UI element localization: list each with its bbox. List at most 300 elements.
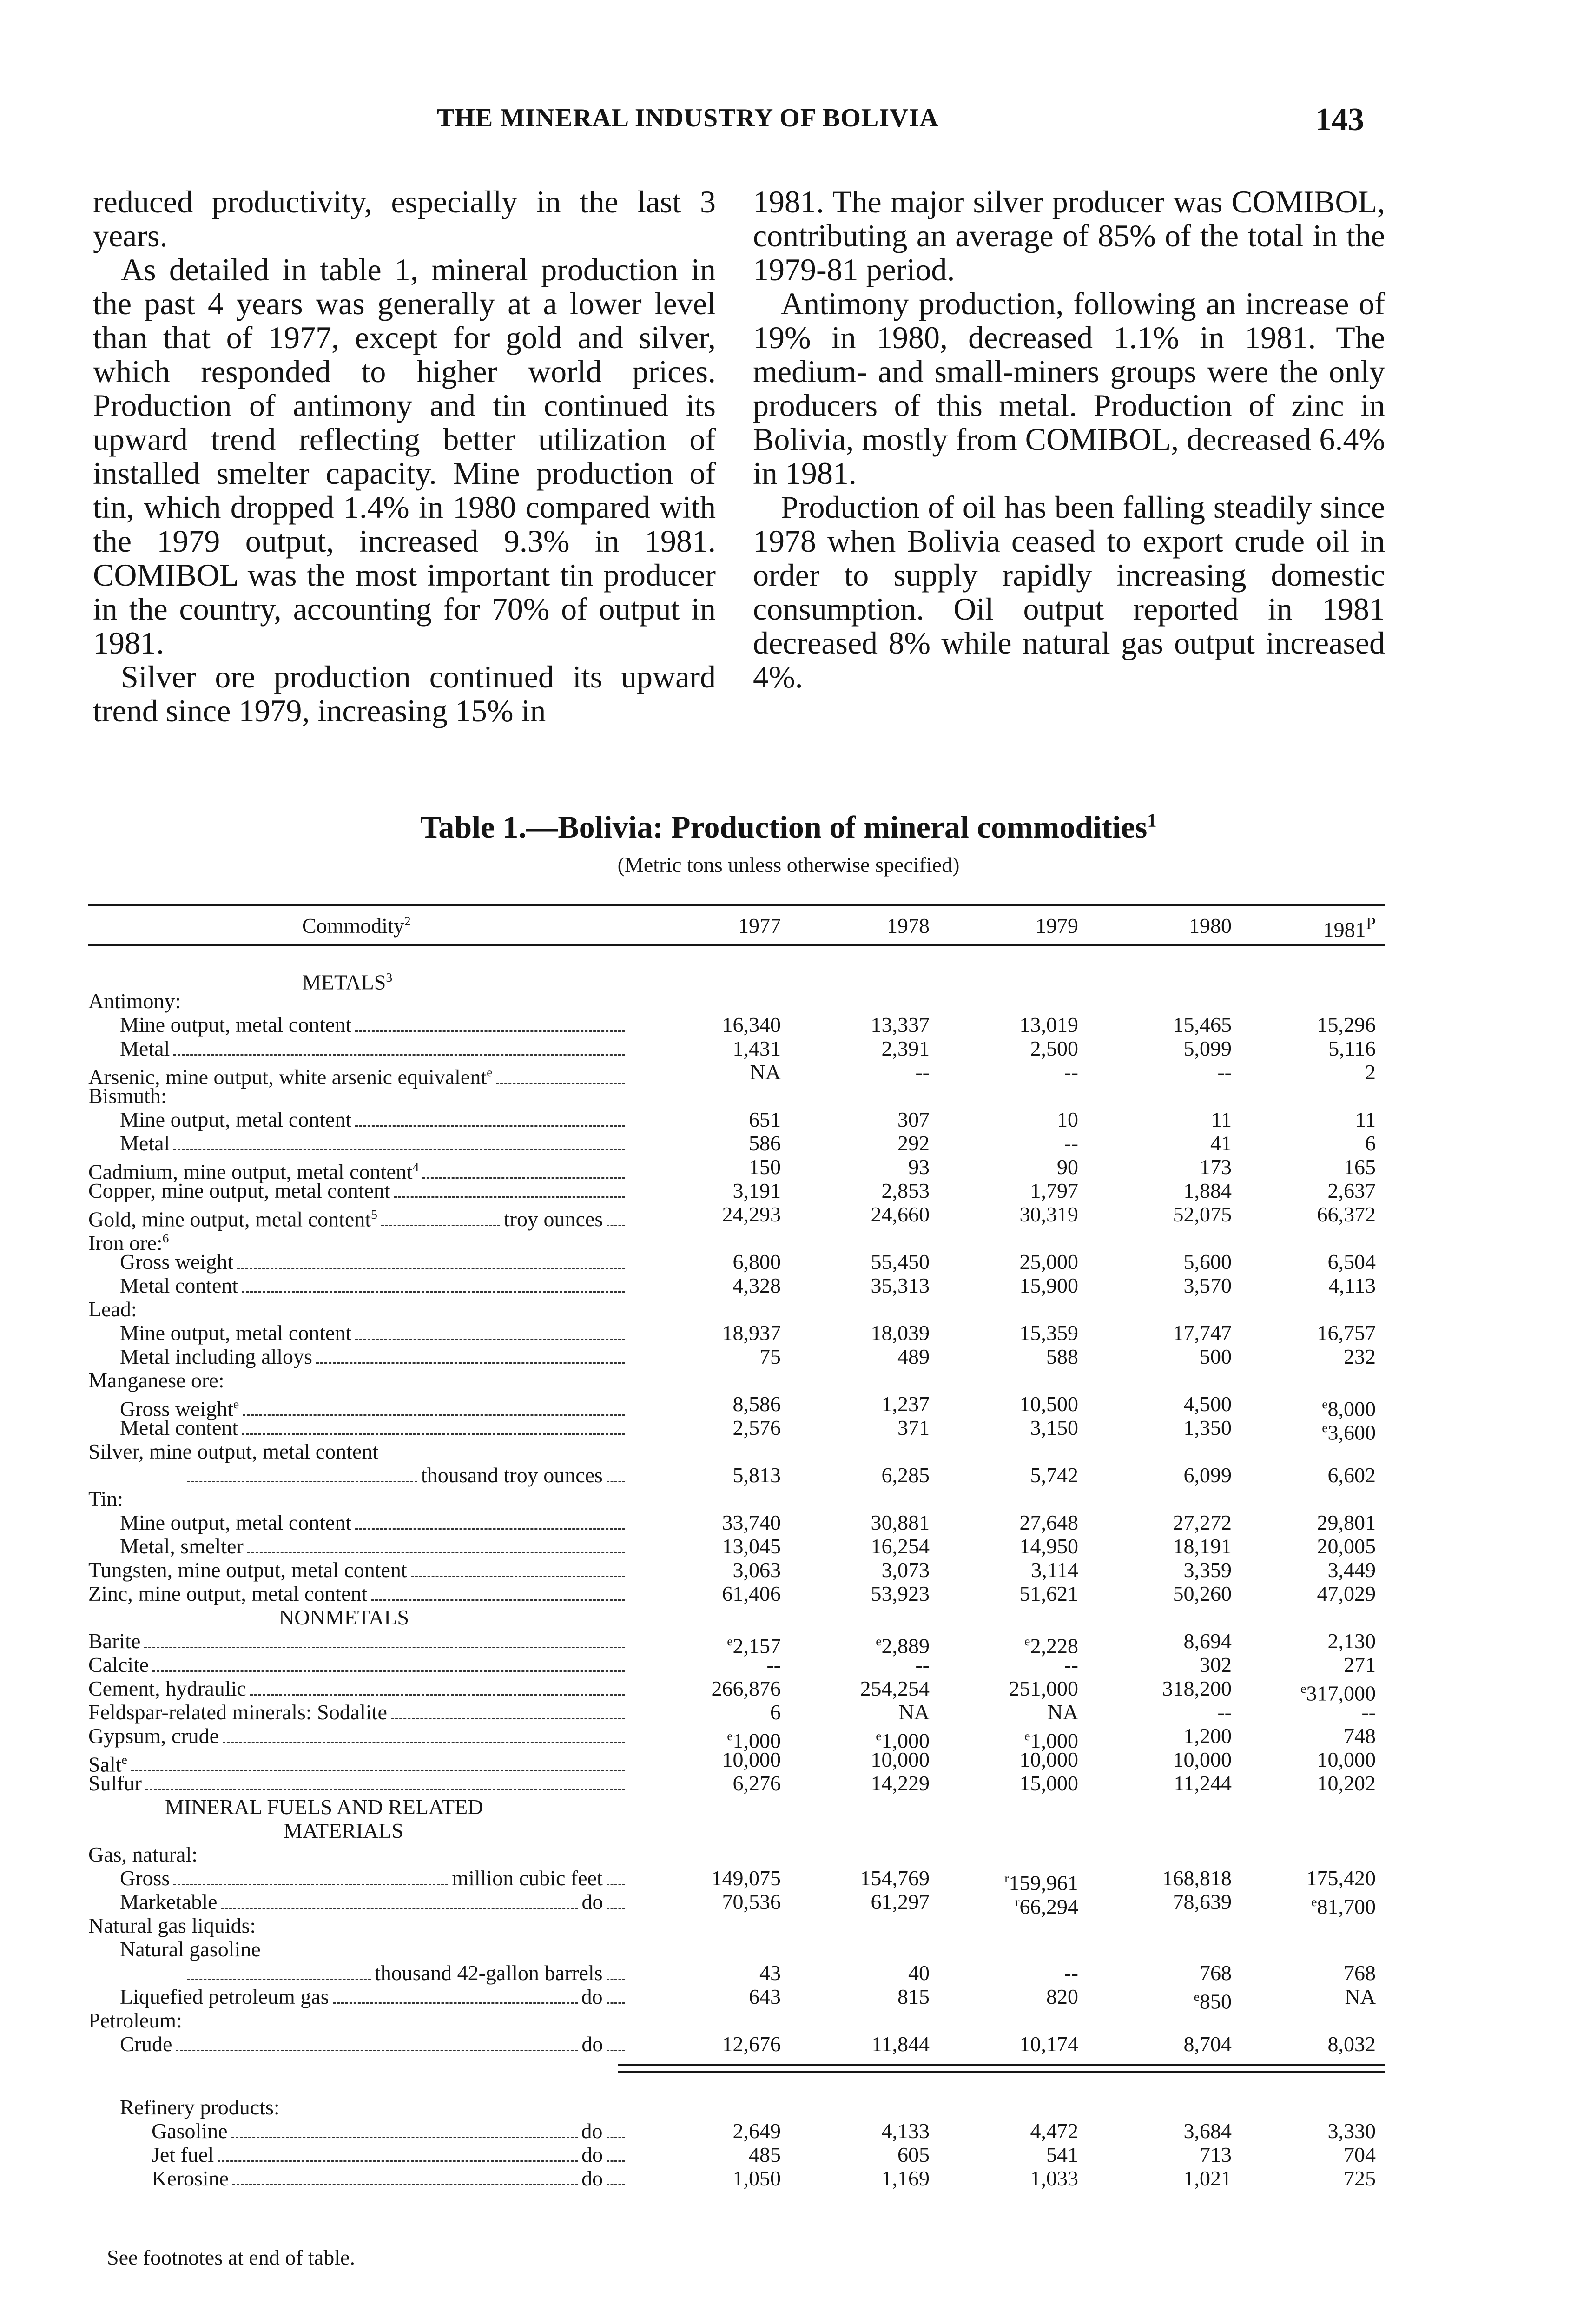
table-cell: 748: [1344, 1724, 1376, 1748]
table-cell: 251,000: [1009, 1677, 1078, 1700]
dot-leader: [152, 1670, 625, 1672]
dot-leader: [247, 1552, 625, 1553]
row-label: Gross weight: [120, 1250, 625, 1274]
dot-leader: [394, 1196, 625, 1198]
table-cell: 61,297: [871, 1890, 930, 1914]
table-row: [0, 1463, 1577, 1487]
row-label: Metal including alloys: [120, 1345, 625, 1368]
row-label: Crude do: [120, 2032, 625, 2056]
table-row: [0, 1179, 1577, 1202]
table-cell: 768: [1344, 1961, 1376, 1985]
value: 81,700: [1317, 1895, 1376, 1919]
table-cell: --: [915, 1653, 930, 1677]
table-cell: 1,050: [732, 2166, 781, 2190]
table-cell: 12,676: [722, 2032, 781, 2056]
value-note: e: [1322, 1420, 1328, 1435]
table-cell: 1,021: [1183, 2166, 1232, 2190]
value: 3,600: [1327, 1420, 1376, 1445]
table-cell: 18,191: [1173, 1534, 1232, 1558]
table-spacer: [0, 2056, 1577, 2095]
page-number: 143: [1315, 102, 1364, 138]
row-label: Kerosine do: [152, 2166, 625, 2190]
table-cell: 3,191: [732, 1179, 781, 1202]
paragraph: Production of oil has been falling steadily since 1978 when Bolivia ceased to export crude oil in order to supply rapidly increasing domestic consumption. Oil output reported in 1981 decreased 8% while natural gas output increased 4%.: [753, 489, 1385, 694]
table-cell: 165: [1344, 1155, 1376, 1179]
table-cell: 1,797: [1030, 1179, 1078, 1202]
table-cell: 149,075: [711, 1866, 781, 1890]
table-row: [0, 1202, 1577, 1231]
table-group-heading: [0, 2008, 1577, 2032]
table-cell: 90: [1057, 1155, 1078, 1179]
table-group-heading: [0, 1842, 1577, 1866]
row-label: Mine output, metal content: [120, 1511, 625, 1534]
row-label: Metal content: [120, 1274, 625, 1297]
value: 66,294: [1019, 1895, 1078, 1919]
table-cell: 13,019: [1019, 1013, 1078, 1037]
dot-leader: [187, 1979, 371, 1980]
table-row: [0, 1155, 1577, 1184]
table-cell: 3,063: [732, 1558, 781, 1582]
table-cell: 15,000: [1019, 1771, 1078, 1795]
table-cell: 815: [897, 1985, 930, 2008]
table-cell: 713: [1200, 2143, 1232, 2166]
table-cell: 150: [749, 1155, 781, 1179]
table-cell: 61,406: [722, 1582, 781, 1605]
table-subtitle: (Metric tons unless otherwise specified): [617, 853, 960, 877]
dot-leader: [145, 1789, 625, 1790]
table-cell: 1,169: [881, 2166, 930, 2190]
row-label: Arsenic, mine output, white arsenic equivalent$^e$: [88, 1060, 625, 1089]
table-row: [0, 1416, 1577, 1445]
table-double-rule: [618, 2064, 1385, 2073]
table-cell: 266,876: [711, 1677, 781, 1700]
table-group-heading: [0, 1226, 1577, 1255]
row-label: Metal, smelter: [120, 1534, 625, 1558]
table-cell: 6,285: [881, 1463, 930, 1487]
row-label: Bismuth:: [88, 1084, 167, 1108]
unit-label: troy ounces: [503, 1207, 603, 1231]
table-cell: --: [1064, 1060, 1078, 1084]
table-title-footnote: 1: [1147, 810, 1157, 831]
dot-leader: [391, 1718, 625, 1719]
table-cell: 15,900: [1019, 1274, 1078, 1297]
dot-leader: [242, 1291, 625, 1293]
row-label: MINERAL FUELS AND RELATED: [165, 1795, 483, 1819]
row-label: [183, 1961, 625, 1985]
dot-leader: [144, 1647, 625, 1648]
table-cell: 10,000: [1173, 1748, 1232, 1771]
value-note: e: [876, 1634, 882, 1648]
table-cell: 1,431: [732, 1037, 781, 1060]
table-cell: --: [1064, 1653, 1078, 1677]
table-cell: 15,465: [1173, 1013, 1232, 1037]
table-row: [0, 1250, 1577, 1274]
table-cell: 16,757: [1317, 1321, 1376, 1345]
row-label: Silver, mine output, metal content: [88, 1439, 379, 1463]
table-row: [0, 1108, 1577, 1131]
table-cell: 24,660: [871, 1202, 930, 1226]
paragraph: Silver ore production continued its upward trend since 1979, increasing 15% in: [93, 659, 716, 728]
table-cell: 20,005: [1317, 1534, 1376, 1558]
dot-leader: [355, 1339, 625, 1340]
dot-leader: [607, 2160, 625, 2162]
table-row: [0, 1629, 1577, 1658]
table-row: [0, 1558, 1577, 1582]
table-cell: 5,600: [1183, 1250, 1232, 1274]
row-label: Lead:: [88, 1297, 137, 1321]
table-cell: 4,472: [1030, 2119, 1078, 2143]
dot-leader: [607, 2184, 625, 2185]
table-cell: 1,884: [1183, 1179, 1232, 1202]
table-section-heading: [0, 965, 1577, 994]
table-row: [0, 1748, 1577, 1776]
row-label: Barite: [88, 1629, 625, 1653]
dot-leader: [176, 2050, 578, 2051]
column-header-year: 1978: [887, 914, 930, 938]
paragraph: Antimony production, following an increase of 19% in 1980, decreased 1.1% in 1981. The medium- and small-miners groups were the only producers of this metal. Production of zinc in Bolivia, mostly from COMIBOL, decreased 6.4% in 1981.: [753, 286, 1385, 491]
table-group-heading: [0, 1084, 1577, 1108]
dot-leader: [355, 1528, 625, 1530]
table-cell: 52,075: [1173, 1202, 1232, 1226]
table-cell: 8,586: [732, 1392, 781, 1416]
row-label: Mine output, metal content: [120, 1321, 625, 1345]
table-cell: 175,420: [1306, 1866, 1376, 1890]
table-row: [0, 1321, 1577, 1345]
table-cell: 18,937: [722, 1321, 781, 1345]
table-cell: 2,649: [732, 2119, 781, 2143]
table-cell: 4,328: [732, 1274, 781, 1297]
unit-label: do: [581, 1890, 603, 1914]
table-cell: 541: [1046, 2143, 1078, 2166]
table-cell: 5,813: [732, 1463, 781, 1487]
table-row: [0, 1345, 1577, 1368]
column-header-year: 1977: [738, 914, 781, 938]
table-cell: 16,254: [871, 1534, 930, 1558]
table-row: [0, 1771, 1577, 1795]
dot-leader: [355, 1125, 625, 1127]
row-label: Calcite: [88, 1653, 625, 1677]
table-cell: 302: [1200, 1653, 1232, 1677]
table-row: [0, 1131, 1577, 1155]
table-cell: --: [766, 1653, 781, 1677]
value: 2,889: [881, 1634, 930, 1658]
row-label: Gas, natural:: [88, 1842, 198, 1866]
column-header-commodity: Commodity$^2$: [302, 913, 411, 938]
table-cell: 4,500: [1183, 1392, 1232, 1416]
row-label: Marketable do: [120, 1890, 625, 1914]
table-group-heading: [0, 1487, 1577, 1511]
row-label: Gasoline do: [152, 2119, 625, 2143]
table-row: [0, 1037, 1577, 1060]
value-note: e: [1024, 1729, 1030, 1743]
table-row: [0, 1582, 1577, 1605]
value: 159,961: [1009, 1871, 1078, 1895]
dot-leader: [333, 2002, 578, 2004]
value-note: r: [1004, 1871, 1009, 1885]
table-row: [0, 1013, 1577, 1037]
table-cell: 5,099: [1183, 1037, 1232, 1060]
table-cell: 3,114: [1031, 1558, 1078, 1582]
table-footnote: See footnotes at end of table.: [107, 2245, 355, 2269]
table-row: [0, 1985, 1577, 2014]
table-cell: 14,229: [871, 1771, 930, 1795]
table-cell: NA: [750, 1060, 781, 1084]
table-cell: 2,500: [1030, 1037, 1078, 1060]
table-cell: 10,500: [1019, 1392, 1078, 1416]
table-cell: --: [1361, 1700, 1376, 1724]
paragraph: As detailed in table 1, mineral production in the past 4 years was generally at a lower level than that of 1977, except for gold and silver, which responded to higher world prices. Production of antimony and tin continued its upward trend reflecting better utilization of installed smelter capacity. Mine production of tin, which dropped 1.4% in 1980 compared with the 1979 output, increased 9.3% in 1981. COMIBOL was the most important tin producer in the country, accounting for 70% of output in 1981.: [93, 252, 716, 660]
table-cell: --: [915, 1060, 930, 1084]
table-cell: 70,536: [722, 1890, 781, 1914]
table-cell: 11,844: [871, 2032, 930, 2056]
table-cell: 10,000: [871, 1748, 930, 1771]
table-section-heading: [0, 1819, 1577, 1842]
row-label: Petroleum:: [88, 2008, 182, 2032]
table-cell: 271: [1344, 1653, 1376, 1677]
dot-leader: [221, 1908, 578, 1909]
dot-leader: [607, 1979, 625, 1980]
table-cell: 10,000: [1317, 1748, 1376, 1771]
table-title-text: Table 1.—Bolivia: Production of mineral commodities: [420, 809, 1148, 845]
table-cell: 5,742: [1030, 1463, 1078, 1487]
dot-leader: [607, 1908, 625, 1909]
table-cell: 3,684: [1183, 2119, 1232, 2143]
table-cell: 93: [908, 1155, 930, 1179]
table-cell: 1,033: [1030, 2166, 1078, 2190]
row-label: Iron ore:$^6$: [88, 1231, 169, 1255]
table-cell: 40: [908, 1961, 930, 1985]
table-cell: 27,648: [1019, 1511, 1078, 1534]
table-cell: 18,039: [871, 1321, 930, 1345]
dot-leader: [173, 1884, 448, 1885]
dot-leader: [237, 1268, 625, 1269]
table-row: [0, 1653, 1577, 1677]
table-cell: 820: [1046, 1985, 1078, 2008]
row-label: Liquefied petroleum gas do: [120, 1985, 625, 2008]
table-cell: 43: [759, 1961, 781, 1985]
table-row: [0, 1677, 1577, 1705]
table-cell: 66,372: [1317, 1202, 1376, 1226]
table-row: [0, 1700, 1577, 1724]
table-cell: 13,045: [722, 1534, 781, 1558]
table-cell: 307: [897, 1108, 930, 1131]
dot-leader: [232, 2184, 578, 2185]
table-cell: 11: [1211, 1108, 1232, 1131]
table-cell: 10: [1057, 1108, 1078, 1131]
table-cell: 2: [1365, 1060, 1376, 1084]
table-cell: 25,000: [1019, 1250, 1078, 1274]
table-cell: 254,254: [860, 1677, 930, 1700]
table-group-heading: [0, 1439, 1577, 1463]
table-row: [0, 2143, 1577, 2166]
table-cell: 168,818: [1162, 1866, 1232, 1890]
table-row: [0, 2032, 1577, 2056]
value: 1,000: [1030, 1729, 1078, 1753]
table-cell: 2,637: [1327, 1179, 1376, 1202]
row-label: Gypsum, crude: [88, 1724, 625, 1748]
table-cell: 2,576: [732, 1416, 781, 1439]
table-row: [0, 1890, 1577, 1919]
table-cell: 489: [897, 1345, 930, 1368]
table-cell: 10,000: [1019, 1748, 1078, 1771]
table-row: [0, 1392, 1577, 1421]
dot-leader: [607, 2050, 625, 2051]
value-note: e: [727, 1729, 733, 1743]
table-cell: 55,450: [871, 1250, 930, 1274]
dot-leader: [411, 1576, 625, 1577]
table-row: [0, 1274, 1577, 1297]
unit-label: do: [581, 2032, 603, 2056]
table-cell: 3,330: [1327, 2119, 1376, 2143]
table-cell: 1,350: [1183, 1416, 1232, 1439]
table-cell: NA: [1047, 1700, 1078, 1724]
table-cell: 2,130: [1327, 1629, 1376, 1653]
row-label: Tungsten, mine output, metal content: [88, 1558, 625, 1582]
unit-label: do: [581, 1985, 603, 2008]
table-cell: 35,313: [871, 1274, 930, 1297]
table-cell: 78,639: [1173, 1890, 1232, 1914]
table-group-heading: [0, 989, 1577, 1013]
table-cell: 651: [749, 1108, 781, 1131]
table-group-heading: [0, 1937, 1577, 1961]
dot-leader: [173, 1054, 625, 1056]
row-label: Feldspar-related minerals: Sodalite: [88, 1700, 625, 1724]
row-label: Cadmium, mine output, metal content$^4$: [88, 1155, 625, 1183]
table-cell: 53,923: [871, 1582, 930, 1605]
unit-label: thousand troy ounces: [421, 1463, 603, 1487]
table-cell: 1,200: [1183, 1724, 1232, 1748]
table-cell: 8,694: [1183, 1629, 1232, 1653]
table-body: [0, 965, 1577, 2190]
value-note: e: [1024, 1634, 1030, 1648]
table-cell: 605: [897, 2143, 930, 2166]
value-note: e: [1194, 1989, 1200, 2004]
row-label: Antimony:: [88, 989, 181, 1013]
table-cell: 3,359: [1183, 1558, 1232, 1582]
row-label: Mine output, metal content: [120, 1013, 625, 1037]
table-cell: 50,260: [1173, 1582, 1232, 1605]
table-cell: 588: [1046, 1345, 1078, 1368]
dot-leader: [223, 1742, 625, 1743]
row-label: Salt$^e$: [88, 1748, 625, 1776]
table-cell: 6,602: [1327, 1463, 1376, 1487]
row-label: Copper, mine output, metal content: [88, 1179, 625, 1202]
value: 1,000: [881, 1729, 930, 1753]
table-cell: 3,150: [1030, 1416, 1078, 1439]
row-label: NONMETALS: [279, 1605, 409, 1629]
table-cell: 6: [1365, 1131, 1376, 1155]
row-label: Natural gas liquids:: [88, 1914, 256, 1937]
table-row: [0, 1511, 1577, 1534]
value-note: e: [1300, 1681, 1306, 1696]
table-cell: --: [1064, 1961, 1078, 1985]
table-cell: 6,099: [1183, 1463, 1232, 1487]
table-row: [0, 2119, 1577, 2143]
table-cell: 51,621: [1019, 1582, 1078, 1605]
dot-leader: [173, 1149, 625, 1150]
table-cell: 5,116: [1328, 1037, 1376, 1060]
table-section-heading: [0, 1605, 1577, 1629]
table-cell: NA: [1345, 1985, 1376, 2008]
table-cell: 725: [1344, 2166, 1376, 2190]
table-cell: 17,747: [1173, 1321, 1232, 1345]
table-cell: 6,504: [1327, 1250, 1376, 1274]
dot-leader: [316, 1362, 625, 1364]
table-cell: 47,029: [1317, 1582, 1376, 1605]
table-cell: 2,853: [881, 1179, 930, 1202]
row-label: Metal: [120, 1037, 625, 1060]
table-cell: 500: [1200, 1345, 1232, 1368]
dot-leader: [250, 1694, 625, 1696]
row-label: Natural gasoline: [120, 1937, 261, 1961]
table-cell: 6,276: [732, 1771, 781, 1795]
table-cell: 6,800: [732, 1250, 781, 1274]
dot-leader: [218, 2160, 578, 2162]
table-cell: 3,073: [881, 1558, 930, 1582]
row-label: Metal: [120, 1131, 625, 1155]
table-cell: 30,881: [871, 1511, 930, 1534]
column-header-year: $1981^P$: [1323, 914, 1376, 942]
table-cell: 4,133: [881, 2119, 930, 2143]
row-label: Refinery products:: [120, 2095, 280, 2119]
value: 317,000: [1306, 1681, 1376, 1705]
value-note: e: [1311, 1895, 1317, 1909]
dot-leader: [607, 2137, 625, 2138]
value-note: e: [876, 1729, 882, 1743]
row-label: Metal content: [120, 1416, 625, 1439]
row-label: Jet fuel do: [152, 2143, 625, 2166]
value-note: r: [1015, 1895, 1020, 1909]
table-cell: 3,449: [1327, 1558, 1376, 1582]
table-cell: 24,293: [722, 1202, 781, 1226]
table-cell: 13,337: [871, 1013, 930, 1037]
table-cell: 11,244: [1174, 1771, 1232, 1795]
table-row: [0, 1534, 1577, 1558]
table-cell: 173: [1200, 1155, 1232, 1179]
table-row: [0, 1060, 1577, 1089]
table-cell: 29,801: [1317, 1511, 1376, 1534]
dot-leader: [607, 1884, 625, 1885]
table-cell: 8,704: [1183, 2032, 1232, 2056]
unit-label: million cubic feet: [452, 1866, 603, 1890]
table-cell: 586: [749, 1131, 781, 1155]
table-cell: 485: [749, 2143, 781, 2166]
value: 2,228: [1030, 1634, 1078, 1658]
row-label: Gold, mine output, metal content$^5$ troy ounces: [88, 1202, 625, 1231]
table-cell: 3,570: [1183, 1274, 1232, 1297]
row-label: Tin:: [88, 1487, 124, 1511]
table-cell: 10,000: [722, 1748, 781, 1771]
paragraph: reduced productivity, especially in the last 3 years.: [93, 184, 716, 253]
table-cell: 15,296: [1317, 1013, 1376, 1037]
table-cell: 4,113: [1328, 1274, 1376, 1297]
table-row: [0, 2166, 1577, 2190]
table-cell: 2,391: [881, 1037, 930, 1060]
table-cell: 1,237: [881, 1392, 930, 1416]
dot-leader: [355, 1030, 625, 1032]
table-cell: 232: [1344, 1345, 1376, 1368]
table-section-heading: [0, 1795, 1577, 1819]
table-group-heading: [0, 1368, 1577, 1392]
table-cell: 15,359: [1019, 1321, 1078, 1345]
table-cell: 75: [759, 1345, 781, 1368]
table-row: [0, 1866, 1577, 1895]
table-cell: 154,769: [860, 1866, 930, 1890]
column-header-year: 1979: [1036, 914, 1078, 938]
dot-leader: [607, 1481, 625, 1482]
table-cell: 14,950: [1019, 1534, 1078, 1558]
running-title: THE MINERAL INDUSTRY OF BOLIVIA: [437, 104, 939, 132]
